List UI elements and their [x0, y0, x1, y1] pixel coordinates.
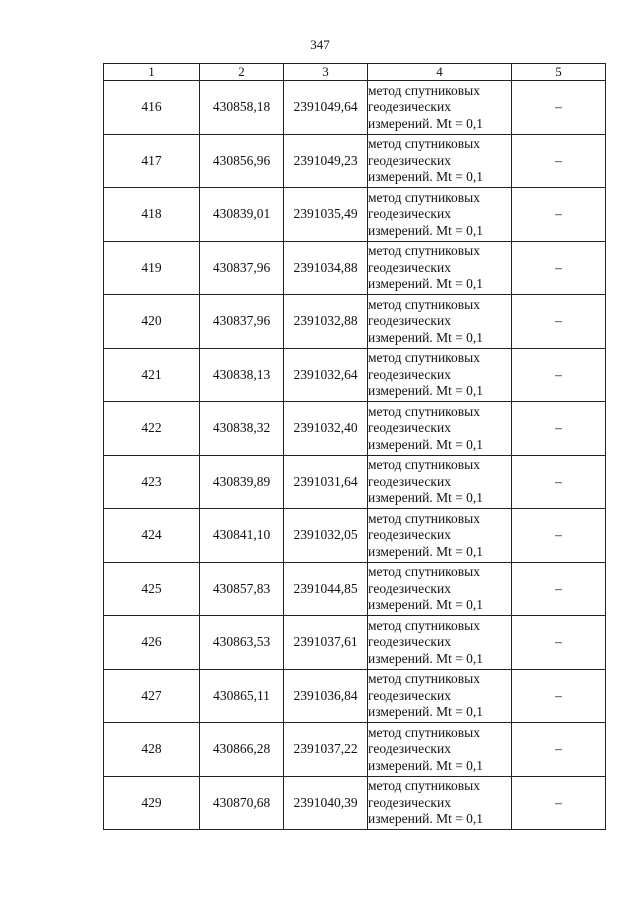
- method-line: метод спутниковых: [368, 136, 480, 151]
- x-coordinate-cell: 430858,18: [200, 81, 284, 135]
- column-header: 5: [512, 64, 606, 81]
- method-line: измерений. Mt = 0,1: [368, 436, 484, 452]
- method-cell: [368, 562, 512, 616]
- point-number-cell: 420: [104, 295, 200, 349]
- table-body: [104, 81, 606, 830]
- method-cell: [368, 455, 512, 509]
- y-coordinate-cell: 2391035,49: [284, 188, 368, 242]
- method-line: метод спутниковых: [368, 403, 480, 419]
- column5-cell: –: [512, 348, 606, 402]
- method-line: геодезических: [368, 741, 451, 756]
- point-number-cell: 418: [104, 188, 200, 242]
- y-coordinate-cell: 2391037,61: [284, 616, 368, 670]
- y-coordinate-cell: 2391040,39: [284, 776, 368, 830]
- method-line: геодезических: [368, 687, 451, 703]
- method-line: измерений. Mt = 0,1: [368, 169, 484, 184]
- table-row: [104, 295, 606, 349]
- method-line: метод спутниковых: [368, 671, 480, 686]
- method-line: геодезических: [368, 206, 451, 221]
- x-coordinate-cell: 430837,96: [200, 295, 284, 349]
- table-row: [104, 188, 606, 242]
- method-line: измерений. Mt = 0,1: [368, 757, 484, 773]
- table-row: [104, 81, 606, 135]
- method-line: геодезических: [368, 473, 451, 489]
- x-coordinate-cell: 430856,96: [200, 134, 284, 188]
- y-coordinate-cell: 2391032,64: [284, 348, 368, 402]
- method-cell: [368, 348, 512, 402]
- table-row: [104, 509, 606, 563]
- column5-cell: –: [512, 455, 606, 509]
- point-number-cell: 426: [104, 616, 200, 670]
- method-line: измерений. Mt = 0,1: [368, 115, 484, 131]
- method-line: метод спутниковых: [368, 82, 480, 98]
- method-line: измерений. Mt = 0,1: [368, 650, 484, 666]
- x-coordinate-cell: 430866,28: [200, 723, 284, 777]
- point-number-cell: 425: [104, 562, 200, 616]
- method-line: геодезических: [368, 152, 451, 168]
- method-line: геодезических: [368, 366, 451, 382]
- y-coordinate-cell: 2391032,40: [284, 402, 368, 456]
- table-row: [104, 723, 606, 777]
- method-line: метод спутниковых: [368, 350, 480, 365]
- x-coordinate-cell: 430837,96: [200, 241, 284, 295]
- method-line: измерений. Mt = 0,1: [368, 704, 484, 719]
- y-coordinate-cell: 2391034,88: [284, 241, 368, 295]
- point-number-cell: 429: [104, 776, 200, 830]
- point-number-cell: 428: [104, 723, 200, 777]
- method-cell: [368, 669, 512, 723]
- y-coordinate-cell: 2391037,22: [284, 723, 368, 777]
- column5-cell: –: [512, 402, 606, 456]
- column5-cell: –: [512, 723, 606, 777]
- method-line: геодезических: [368, 527, 451, 542]
- y-coordinate-cell: 2391049,64: [284, 81, 368, 135]
- method-line: измерений. Mt = 0,1: [368, 329, 484, 345]
- point-number-cell: 419: [104, 241, 200, 295]
- x-coordinate-cell: 430841,10: [200, 509, 284, 563]
- x-coordinate-cell: 430838,32: [200, 402, 284, 456]
- method-line: геодезических: [368, 420, 451, 435]
- y-coordinate-cell: 2391031,64: [284, 455, 368, 509]
- table-row: [104, 776, 606, 830]
- point-number-cell: 424: [104, 509, 200, 563]
- method-line: геодезических: [368, 99, 451, 114]
- method-line: измерений. Mt = 0,1: [368, 222, 484, 238]
- column5-cell: –: [512, 616, 606, 670]
- coordinates-table: [103, 63, 606, 830]
- x-coordinate-cell: 430839,89: [200, 455, 284, 509]
- method-cell: [368, 776, 512, 830]
- table-row: [104, 348, 606, 402]
- x-coordinate-cell: 430870,68: [200, 776, 284, 830]
- column-header: 1: [104, 64, 200, 81]
- column-header: 3: [284, 64, 368, 81]
- point-number-cell: 416: [104, 81, 200, 135]
- column-header: 2: [200, 64, 284, 81]
- method-line: метод спутниковых: [368, 243, 480, 258]
- method-line: метод спутниковых: [368, 457, 480, 472]
- method-line: геодезических: [368, 313, 451, 328]
- method-cell: [368, 402, 512, 456]
- method-line: измерений. Mt = 0,1: [368, 597, 484, 612]
- x-coordinate-cell: 430838,13: [200, 348, 284, 402]
- method-line: метод спутниковых: [368, 510, 480, 526]
- y-coordinate-cell: 2391044,85: [284, 562, 368, 616]
- column5-cell: –: [512, 509, 606, 563]
- column5-cell: –: [512, 562, 606, 616]
- point-number-cell: 417: [104, 134, 200, 188]
- column5-cell: –: [512, 241, 606, 295]
- table-row: [104, 402, 606, 456]
- method-line: геодезических: [368, 794, 451, 810]
- y-coordinate-cell: 2391036,84: [284, 669, 368, 723]
- method-line: измерений. Mt = 0,1: [368, 276, 484, 291]
- method-line: метод спутниковых: [368, 617, 480, 633]
- method-cell: [368, 241, 512, 295]
- page-number: 347: [310, 37, 330, 52]
- y-coordinate-cell: 2391032,88: [284, 295, 368, 349]
- table-row: [104, 616, 606, 670]
- x-coordinate-cell: 430863,53: [200, 616, 284, 670]
- point-number-cell: 422: [104, 402, 200, 456]
- point-number-cell: 427: [104, 669, 200, 723]
- method-line: метод спутниковых: [368, 296, 480, 312]
- x-coordinate-cell: 430839,01: [200, 188, 284, 242]
- method-line: измерений. Mt = 0,1: [368, 543, 484, 559]
- method-line: метод спутниковых: [368, 564, 480, 579]
- method-cell: [368, 616, 512, 670]
- table-row: [104, 669, 606, 723]
- table-row: [104, 134, 606, 188]
- method-cell: [368, 509, 512, 563]
- method-line: метод спутниковых: [368, 189, 480, 205]
- table-row: [104, 455, 606, 509]
- column5-cell: –: [512, 188, 606, 242]
- method-cell: [368, 295, 512, 349]
- table-row: [104, 241, 606, 295]
- y-coordinate-cell: 2391032,05: [284, 509, 368, 563]
- method-line: метод спутниковых: [368, 724, 480, 740]
- x-coordinate-cell: 430865,11: [200, 669, 284, 723]
- column5-cell: –: [512, 776, 606, 830]
- method-line: метод спутниковых: [368, 778, 480, 793]
- method-line: измерений. Mt = 0,1: [368, 490, 484, 505]
- column5-cell: –: [512, 669, 606, 723]
- method-cell: [368, 723, 512, 777]
- method-cell: [368, 81, 512, 135]
- column-header: 4: [368, 64, 512, 81]
- y-coordinate-cell: 2391049,23: [284, 134, 368, 188]
- column5-cell: –: [512, 81, 606, 135]
- method-cell: [368, 134, 512, 188]
- method-cell: [368, 188, 512, 242]
- point-number-cell: 423: [104, 455, 200, 509]
- method-line: геодезических: [368, 580, 451, 596]
- x-coordinate-cell: 430857,83: [200, 562, 284, 616]
- column5-cell: –: [512, 295, 606, 349]
- table-row: [104, 562, 606, 616]
- point-number-cell: 421: [104, 348, 200, 402]
- table-header: [104, 64, 606, 81]
- header-row: [104, 64, 606, 81]
- method-line: геодезических: [368, 259, 451, 275]
- method-line: измерений. Mt = 0,1: [368, 811, 484, 826]
- column5-cell: –: [512, 134, 606, 188]
- method-line: измерений. Mt = 0,1: [368, 383, 484, 398]
- method-line: геодезических: [368, 634, 451, 649]
